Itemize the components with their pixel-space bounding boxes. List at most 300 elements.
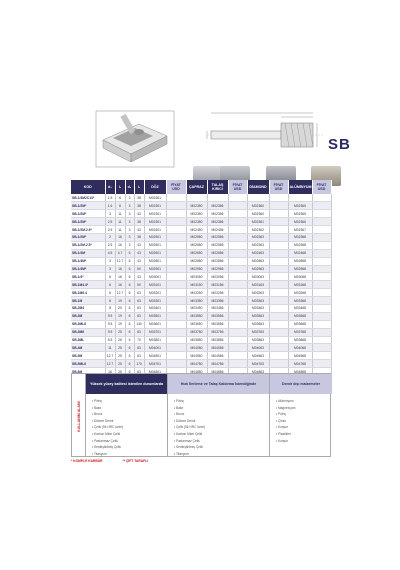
table-row <box>71 210 331 218</box>
table-cell: M04756 <box>207 360 228 368</box>
table-cell: M02301 <box>144 202 166 210</box>
table-cell: 8 <box>105 304 115 312</box>
table-cell <box>312 218 331 226</box>
table-cell: M03456 <box>207 304 228 312</box>
list-item: • Kurşun <box>276 425 289 430</box>
table-cell <box>228 297 247 305</box>
table-cell: M02365 <box>288 210 312 218</box>
table-cell: 63 <box>134 352 144 360</box>
table-cell <box>312 257 331 265</box>
table-cell: M03556 <box>207 312 228 320</box>
table-cell: 6 <box>125 273 134 281</box>
table-cell: M03568 <box>288 312 312 320</box>
table-cell: M03001 <box>144 273 166 281</box>
table-cell: M02901 <box>144 265 166 273</box>
list-item: • Paslanmaz Çelik <box>92 438 118 443</box>
table-cell: M02550 <box>186 241 207 249</box>
spec-header-cell: d₁ <box>105 180 115 194</box>
product-code-cell: SB-1/4M <box>71 249 105 257</box>
table-cell: M03401 <box>144 304 166 312</box>
table-cell: 6 <box>125 249 134 257</box>
product-label: SB <box>328 136 351 153</box>
table-cell <box>228 360 247 368</box>
table-cell <box>166 241 186 249</box>
table-cell: M02801 <box>144 257 166 265</box>
list-item: • Magnezyum <box>276 405 296 410</box>
application-column-2 <box>168 374 270 456</box>
table-row <box>71 297 331 305</box>
table-cell: M03068 <box>288 273 312 281</box>
table-cell: 3 <box>125 202 134 210</box>
table-cell: M02301 <box>144 218 166 226</box>
table-cell: 26 <box>115 336 125 344</box>
table-cell: M02368 <box>288 241 312 249</box>
table-cell: M02363 <box>247 241 269 249</box>
hero-area <box>0 0 400 178</box>
table-cell: M04063 <box>247 344 269 352</box>
table-cell: M02301 <box>144 210 166 218</box>
table-cell: 3 <box>125 194 134 202</box>
table-cell: 1.6 <box>105 202 115 210</box>
product-code-cell: SB-1/2M* <box>71 233 105 241</box>
table-cell: 43 <box>134 210 144 218</box>
product-code-cell: SB-3ML <box>71 336 105 344</box>
table-cell: M04501 <box>144 352 166 360</box>
table-cell: 8 <box>105 297 115 305</box>
application-column-3-title <box>270 374 332 394</box>
table-cell: 3 <box>125 226 134 234</box>
table-cell: M04550 <box>186 352 207 360</box>
table-cell <box>186 194 207 202</box>
table-cell: M03756 <box>207 328 228 336</box>
table-cell: M03501 <box>144 312 166 320</box>
table-cell: M03368 <box>288 297 312 305</box>
product-code-cell: SB-1/4M2C13* <box>71 194 105 202</box>
table-cell <box>166 281 186 289</box>
table-cell: M02601 <box>144 249 166 257</box>
spec-header-cell: FİYAT USD <box>228 180 247 194</box>
list-item: • Bronz <box>174 412 185 417</box>
product-code-cell: SB-1/2M* <box>71 218 105 226</box>
table-cell: M02956 <box>207 265 228 273</box>
spec-header-cell: FİYAT USD <box>312 180 331 194</box>
product-code-cell: SB-2M4 <box>71 304 105 312</box>
table-cell: M03356 <box>207 297 228 305</box>
workpiece-illustration <box>95 110 175 168</box>
product-code-cell: SB-1M4.4* <box>71 281 105 289</box>
table-cell: M03201 <box>144 289 166 297</box>
table-cell: 50 <box>134 265 144 273</box>
table-cell: 9.5 <box>105 312 115 320</box>
table-row <box>71 360 331 368</box>
table-cell: 25 <box>115 328 125 336</box>
table-cell <box>166 194 186 202</box>
table-cell <box>269 273 288 281</box>
list-item: • Çelik (56 HRC üzeri) <box>92 425 124 430</box>
product-code-cell: SB-5M <box>71 352 105 360</box>
table-cell: M03256 <box>207 289 228 297</box>
table-cell: M03050 <box>186 273 207 281</box>
product-code-cell: SB-1M <box>71 297 105 305</box>
table-cell: M03268 <box>288 289 312 297</box>
table-cell: 63 <box>134 328 144 336</box>
spec-table-header <box>71 180 331 194</box>
table-cell: M03601 <box>144 320 166 328</box>
table-cell: M03150 <box>186 281 207 289</box>
table-cell: M02356 <box>207 210 228 218</box>
table-cell: M03668 <box>288 320 312 328</box>
table-cell <box>312 249 331 257</box>
applications-side-label <box>72 374 86 456</box>
table-cell: 3 <box>105 265 115 273</box>
table-cell <box>312 226 331 234</box>
table-cell <box>312 312 331 320</box>
table-cell: M03856 <box>207 336 228 344</box>
table-cell <box>247 194 269 202</box>
table-cell: M04056 <box>207 344 228 352</box>
product-code-cell: SB-4M <box>71 344 105 352</box>
table-cell <box>166 297 186 305</box>
list-item: • Bakır <box>92 405 102 410</box>
table-cell <box>312 210 331 218</box>
product-code-cell: SB-1/4M* <box>71 257 105 265</box>
product-code-cell: SB-3M6 <box>71 328 105 336</box>
product-code-cell: SB-1/2M* <box>71 210 105 218</box>
table-cell: M03056 <box>207 273 228 281</box>
spec-header-cell: d₂ <box>125 180 134 194</box>
table-cell <box>269 233 288 241</box>
table-cell: M02363 <box>247 233 269 241</box>
table-cell: 6 <box>105 281 115 289</box>
table-cell <box>312 194 331 202</box>
table-cell: 4.7 <box>115 249 125 257</box>
table-cell: 6 <box>125 328 134 336</box>
table-cell: M04563 <box>247 352 269 360</box>
table-cell: M04801 <box>144 368 166 376</box>
table-cell: 19 <box>115 320 125 328</box>
table-cell: M02401 <box>144 226 166 234</box>
table-cell <box>269 218 288 226</box>
table-cell: 63 <box>134 344 144 352</box>
table-cell: M04556 <box>207 352 228 360</box>
table-cell <box>166 273 186 281</box>
table-cell <box>228 304 247 312</box>
table-cell: 6 <box>125 336 134 344</box>
table-cell <box>228 241 247 249</box>
table-row <box>71 265 331 273</box>
table-cell: 38 <box>134 202 144 210</box>
table-row <box>71 218 331 226</box>
list-item: • Karbon Mker Çelik <box>92 431 121 436</box>
table-cell <box>228 273 247 281</box>
table-cell <box>228 218 247 226</box>
list-item: • Paslanmaz Çelik <box>174 438 200 443</box>
product-code-cell: SB-1/4* <box>71 273 105 281</box>
table-cell: 16 <box>115 241 125 249</box>
product-code-cell: SB-1/2M.2.5* <box>71 241 105 249</box>
table-cell: 4.5 <box>105 249 115 257</box>
table-cell: 63 <box>134 368 144 376</box>
table-cell <box>312 360 331 368</box>
table-cell: 6 <box>125 344 134 352</box>
table-cell: M03463 <box>247 304 269 312</box>
table-cell <box>166 328 186 336</box>
table-cell: M02963 <box>247 265 269 273</box>
table-cell: 38 <box>134 194 144 202</box>
table-cell <box>166 289 186 297</box>
table-cell <box>228 210 247 218</box>
table-cell: M02350 <box>186 218 207 226</box>
table-cell: 6 <box>125 320 134 328</box>
table-cell: 6 <box>125 312 134 320</box>
product-code-cell: SB-1/2M* <box>71 202 105 210</box>
application-column-1 <box>86 374 168 456</box>
table-cell: M02650 <box>186 249 207 257</box>
table-row <box>71 257 331 265</box>
table-cell <box>312 344 331 352</box>
table-cell: 38 <box>134 218 144 226</box>
table-cell <box>312 320 331 328</box>
table-cell: 9.5 <box>105 328 115 336</box>
table-cell: M02968 <box>288 265 312 273</box>
table-cell: M02550 <box>186 233 207 241</box>
table-cell <box>269 194 288 202</box>
table-cell: 3 <box>105 257 115 265</box>
table-row <box>71 289 331 297</box>
table-cell <box>228 202 247 210</box>
list-item: • Pirinç <box>276 412 286 417</box>
table-cell: M04763 <box>247 360 269 368</box>
product-code-cell: SB-3ML6 <box>71 320 105 328</box>
table-cell <box>228 328 247 336</box>
table-row <box>71 194 331 202</box>
table-cell: 11 <box>115 210 125 218</box>
table-cell: M02356 <box>207 218 228 226</box>
list-item: • Çelik (56 HRC üzeri) <box>174 425 206 430</box>
table-cell: 9.5 <box>105 336 115 344</box>
spec-header-cell: FİYAT USD <box>166 180 186 194</box>
table-cell <box>269 241 288 249</box>
table-cell: M02501 <box>144 241 166 249</box>
table-cell <box>166 257 186 265</box>
table-cell <box>166 320 186 328</box>
table-cell <box>166 352 186 360</box>
table-cell <box>269 312 288 320</box>
table-cell: M03863 <box>247 336 269 344</box>
table-row <box>71 273 331 281</box>
table-cell: 6 <box>125 352 134 360</box>
table-cell: M02463 <box>247 249 269 257</box>
table-cell <box>228 249 247 257</box>
table-cell: 6 <box>105 273 115 281</box>
table-cell <box>269 304 288 312</box>
table-cell: 16 <box>115 273 125 281</box>
footnotes <box>71 459 148 463</box>
table-cell: M02360 <box>247 210 269 218</box>
burr-dimension-drawing <box>205 105 325 165</box>
application-column-3 <box>270 374 332 456</box>
table-cell: 16 <box>115 281 125 289</box>
list-item: • Pirinç <box>92 399 102 403</box>
table-cell: M04868 <box>288 368 312 376</box>
table-cell <box>269 281 288 289</box>
table-cell <box>269 328 288 336</box>
table-cell: 38 <box>134 233 144 241</box>
table-cell <box>269 289 288 297</box>
table-cell <box>228 194 247 202</box>
table-cell: 9.5 <box>105 320 115 328</box>
application-column-3-title-text: Demir dışı malzemeler <box>282 381 320 386</box>
table-cell <box>166 233 186 241</box>
table-cell: 16 <box>105 368 115 376</box>
table-cell: M04068 <box>288 344 312 352</box>
table-cell <box>228 233 247 241</box>
table-row <box>71 320 331 328</box>
table-row <box>71 226 331 234</box>
application-column-3-list <box>276 398 295 444</box>
table-cell: M03763 <box>247 328 269 336</box>
table-cell <box>312 336 331 344</box>
table-cell: M02261 <box>144 194 166 202</box>
application-column-1-title <box>86 374 167 394</box>
table-cell: 6 <box>125 360 134 368</box>
table-cell: 43 <box>134 226 144 234</box>
product-code-cell: SB-3M <box>71 312 105 320</box>
applications-box <box>71 373 331 457</box>
table-cell: 70 <box>134 336 144 344</box>
table-cell: 25 <box>115 352 125 360</box>
table-cell: 6 <box>115 202 125 210</box>
table-cell: 43 <box>134 249 144 257</box>
table-cell: 6 <box>125 368 134 376</box>
spec-header-cell: DİAMOND <box>247 180 269 194</box>
table-cell: M03063 <box>247 273 269 281</box>
table-cell: M03468 <box>288 304 312 312</box>
application-column-2-title <box>168 374 269 394</box>
table-cell: M04850 <box>186 368 207 376</box>
table-cell: 19 <box>115 312 125 320</box>
table-cell <box>166 202 186 210</box>
table-cell: 16 <box>115 265 125 273</box>
table-cell: M02360 <box>247 202 269 210</box>
list-item: • Pirinç <box>174 399 184 403</box>
table-cell: 2.5 <box>105 218 115 226</box>
table-row <box>71 328 331 336</box>
table-cell: 25 <box>115 344 125 352</box>
table-cell: M03263 <box>247 289 269 297</box>
table-cell: M02356 <box>207 202 228 210</box>
spec-header-cell: FİYAT USD <box>269 180 288 194</box>
table-cell <box>228 320 247 328</box>
table-cell <box>228 281 247 289</box>
table-cell <box>312 202 331 210</box>
table-cell: M03768 <box>288 328 312 336</box>
list-item: • Çinko <box>276 418 287 423</box>
table-cell <box>166 226 186 234</box>
table-cell: 50 <box>134 281 144 289</box>
table-cell: M03868 <box>288 336 312 344</box>
table-cell: M03101 <box>144 281 166 289</box>
table-cell <box>228 257 247 265</box>
table-cell: 43 <box>134 241 144 249</box>
table-row <box>71 344 331 352</box>
table-cell <box>312 265 331 273</box>
table-cell: 6 <box>115 194 125 202</box>
table-row <box>71 352 331 360</box>
table-cell: M04568 <box>288 352 312 360</box>
table-cell <box>312 297 331 305</box>
table-cell <box>207 194 228 202</box>
table-cell <box>166 312 186 320</box>
table-cell: M02367 <box>288 226 312 234</box>
table-cell: 2.5 <box>105 226 115 234</box>
list-item: • Titanyum <box>174 451 189 456</box>
table-cell <box>228 352 247 360</box>
table-cell: 12.7 <box>116 290 124 295</box>
table-cell: 3 <box>125 218 134 226</box>
table-cell <box>312 289 331 297</box>
table-cell: M03350 <box>186 297 207 305</box>
table-cell: 12.7 <box>106 353 114 358</box>
list-item: • Dökme Demir <box>92 418 114 423</box>
table-cell: M04856 <box>207 368 228 376</box>
table-cell <box>228 336 247 344</box>
product-code-cell: SB-1M6.4 <box>71 289 105 297</box>
footnote-carbide: * KOMPLE KARBÜR <box>71 459 103 463</box>
table-cell: M02863 <box>247 257 269 265</box>
table-cell: M04001 <box>144 344 166 352</box>
table-row <box>71 304 331 312</box>
table-cell: 43 <box>134 257 144 265</box>
spec-header-cell: KOD <box>71 180 105 194</box>
table-cell <box>269 265 288 273</box>
table-cell: 3 <box>125 233 134 241</box>
table-cell: M03156 <box>207 281 228 289</box>
table-cell: 63 <box>134 304 144 312</box>
table-cell: 63 <box>134 297 144 305</box>
table-cell <box>166 218 186 226</box>
application-column-1-list <box>92 398 123 457</box>
table-row <box>71 249 331 257</box>
list-item: • Dökme Demir <box>174 418 196 423</box>
table-cell: M04701 <box>144 360 166 368</box>
table-cell <box>269 352 288 360</box>
table-cell: M03850 <box>186 336 207 344</box>
table-row <box>71 241 331 249</box>
list-item: • Titanyum <box>92 451 107 456</box>
table-cell: M03550 <box>186 312 207 320</box>
table-cell: 12.7 <box>106 361 114 366</box>
table-cell: 3 <box>125 241 134 249</box>
table-cell: M02850 <box>186 257 207 265</box>
table-cell: M03168 <box>288 281 312 289</box>
table-cell: 3 <box>105 210 115 218</box>
table-cell: 3 <box>125 210 134 218</box>
table-cell <box>269 336 288 344</box>
list-item: • Karbon Mker Çelik <box>174 431 203 436</box>
list-item: • Bakır <box>174 405 184 410</box>
table-cell: M04768 <box>288 360 312 368</box>
table-cell <box>269 344 288 352</box>
table-cell: M03301 <box>144 297 166 305</box>
table-cell: 6 <box>105 289 115 297</box>
table-cell: M03701 <box>144 328 166 336</box>
table-cell <box>312 281 331 289</box>
table-cell <box>228 312 247 320</box>
table-cell <box>269 210 288 218</box>
table-cell: 25 <box>115 360 125 368</box>
table-cell <box>269 320 288 328</box>
